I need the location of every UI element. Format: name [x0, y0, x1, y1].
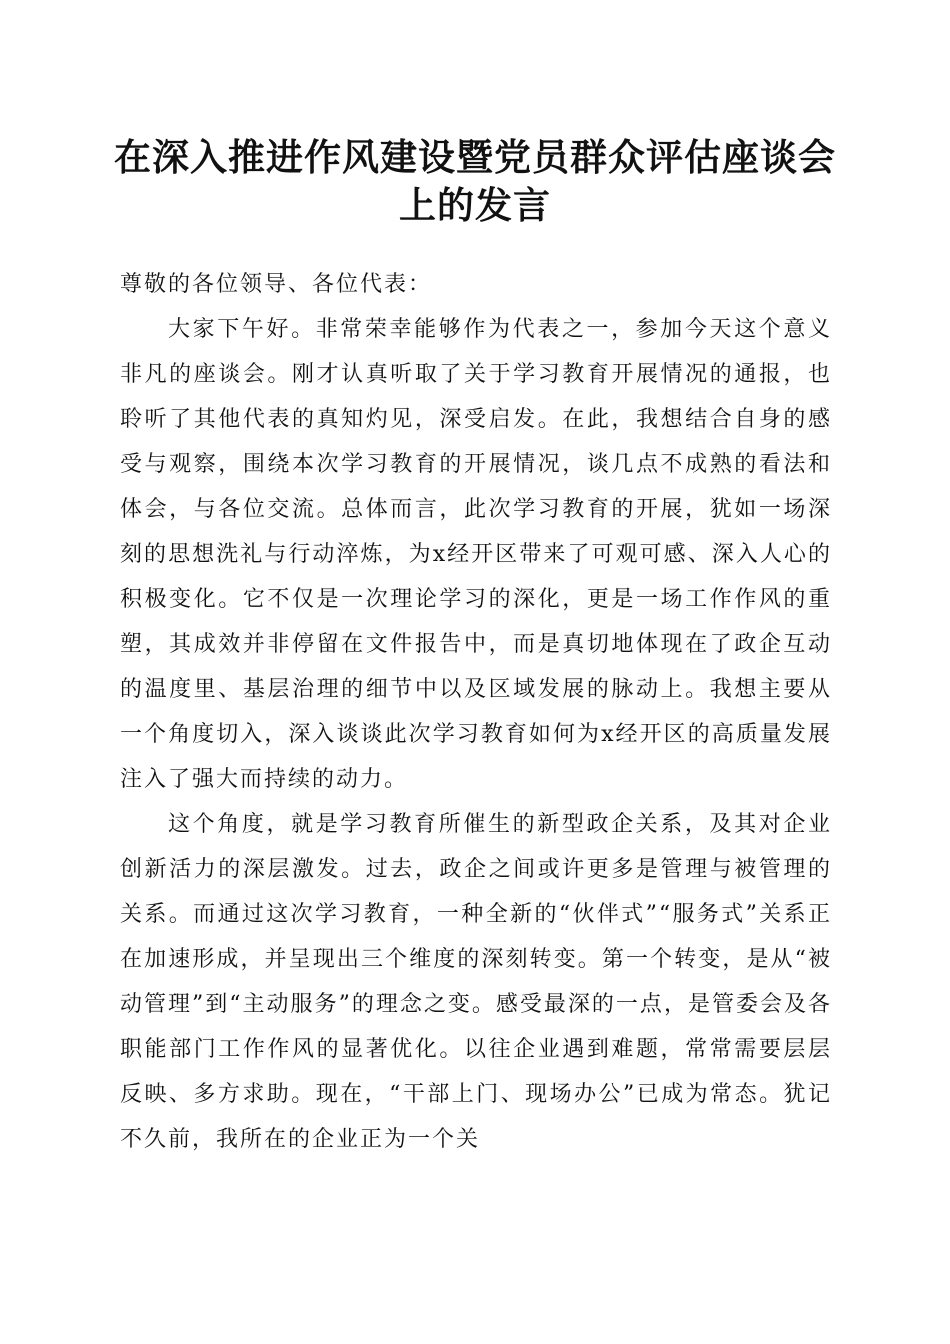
salutation: 尊敬的各位领导、各位代表：: [120, 272, 433, 297]
document-body: [120, 262, 832, 1162]
paragraph-1: 大家下午好。非常荣幸能够作为代表之一，参加今天这个意义非凡的座谈会。刚才认真听取了关于学习教育开展情况的通报，也聆听了其他代表的真知灼见，深受启发。在此，我想结合自身的感受与观察，围绕本次学习教育的开展情况，谈几点不成熟的看法和体会，与各位交流。总体而言，此次学习教育的开展，犹如一场深刻的思想洗礼与行动淬炼，为x经开区带来了可观可感、深入人心的积极变化。它不仅是一次理论学习的深化，更是一场工作作风的重塑，其成效并非停留在文件报告中，而是真切地体现在了政企互动的温度里、基层治理的细节中以及区域发展的脉动上。我想主要从一个角度切入，深入谈谈此次学习教育如何为x经开区的高质量发展注入了强大而持续的动力。: [120, 317, 832, 792]
document-title: 在深入推进作风建设暨党员群众评估座谈会上的发言: [114, 135, 836, 227]
paragraph-2: 这个角度，就是学习教育所催生的新型政企关系，及其对企业创新活力的深层激发。过去，政企之间或许更多是管理与被管理的关系。而通过这次学习教育，一种全新的“伙伴式”“服务式”关系正在加速形成，并呈现出三个维度的深刻转变。第一个转变，是从“被动管理”到“主动服务”的理念之变。感受最深的一点，是管委会及各职能部门工作作风的显著优化。以往企业遇到难题，常常需要层层反映、多方求助。现在，“干部上门、现场办公”已成为常态。犹记不久前，我所在的企业正为一个关: [120, 812, 832, 1152]
